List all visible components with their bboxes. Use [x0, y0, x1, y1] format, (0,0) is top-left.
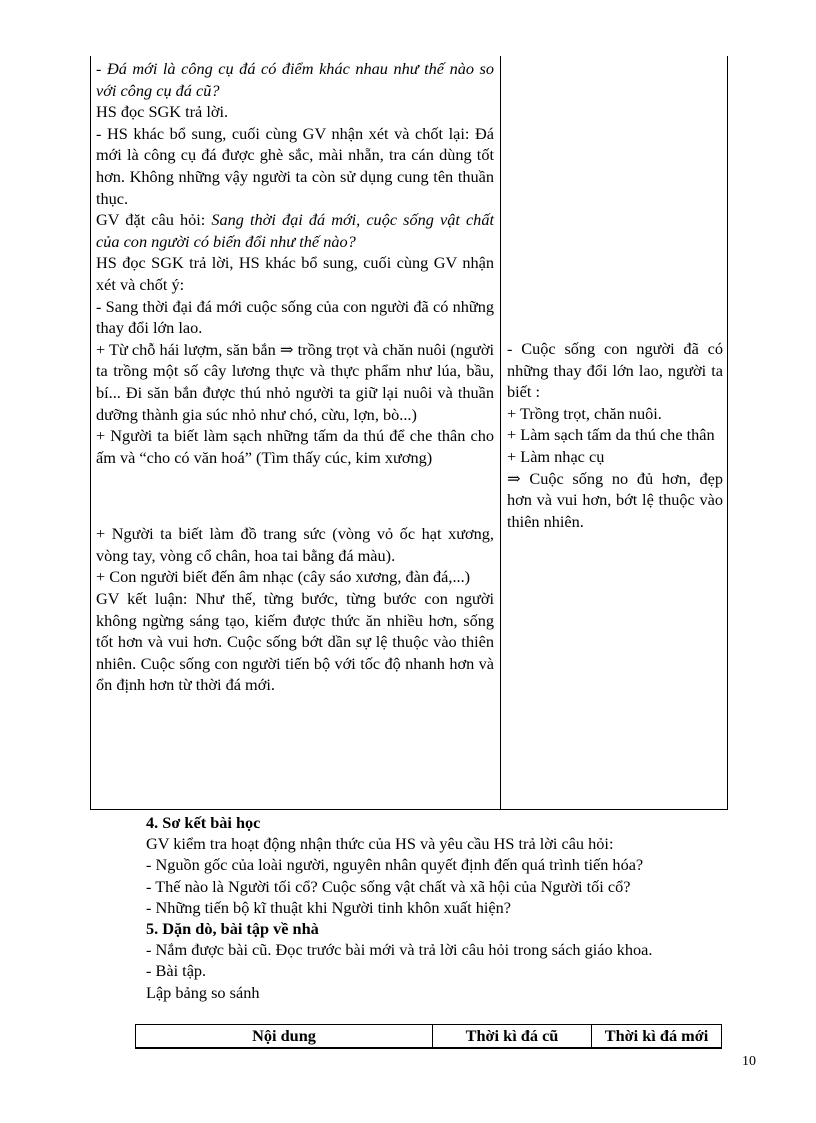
review-question-2: - Thế nào là Người tối cổ? Cuộc sống vật chất và xã hội của Người tối cổ? [146, 876, 631, 896]
page-number: 10 [742, 1054, 756, 1069]
section-4-intro: GV kiểm tra hoạt động nhận thức của HS và yêu cầu HS trả lời câu hỏi: [146, 834, 614, 854]
summary-intro: - Cuộc sống con người đã có những thay đổi lớn lao, người ta biết : [507, 339, 723, 402]
teacher-conclusion-stone-tools: - HS khác bổ sung, cuối cùng GV nhận xét và chốt lại: Đá mới là công cụ đá được ghè sắc, mài nhẵn, tra cán dùng tốt hơn. Không những vậy người ta còn sử dụng cung tên thuần thục. [96, 123, 494, 208]
header-content: Nội dung [136, 1025, 433, 1049]
summary-conclusion: ⇒ Cuộc sống no đủ hơn, đẹp hơn và vui hơn, bớt lệ thuộc vào thiên nhiên. [507, 468, 723, 531]
life-changes-summary: - Sang thời đại đá mới cuộc sống của con người đã có những thay đổi lớn lao. [96, 296, 494, 338]
summary-animal-skin: + Làm sạch tấm da thú che thân [507, 425, 715, 445]
section-4-heading: 4. Sơ kết bài học [146, 813, 261, 832]
teacher-question-text: Sang thời đại đá mới, cuộc sống vật chất của con người có biến đổi như thế nào? [96, 210, 494, 251]
homework-item-2: - Bài tập. [146, 961, 207, 981]
animal-skin-point: + Người ta biết làm sạch những tấm da thú để che thân cho ấm và “cho có văn hoá” (Tìm thấy cúc, kim xương) [96, 426, 494, 467]
student-reads-textbook: HS đọc SGK trả lời. [96, 102, 229, 122]
table-column-divider [500, 56, 501, 810]
homework-item-1: - Nắm được bài cũ. Đọc trước bài mới và trả lời câu hỏi trong sách giáo khoa. [146, 940, 653, 960]
comparison-table [135, 1024, 722, 1049]
student-answer-line: HS đọc SGK trả lời, HS khác bổ sung, cuối cùng GV nhận xét và chốt ý: [96, 253, 494, 294]
spacer [96, 468, 494, 523]
section-5-heading: 5. Dặn dò, bài tập về nhà [146, 919, 319, 939]
homework-item-3: Lập bảng so sánh [146, 982, 260, 1002]
teacher-question-prefix: GV đặt câu hỏi: [96, 210, 212, 230]
summary-farming: + Trồng trọt, chăn nuôi. [507, 403, 662, 423]
music-point: + Con người biết đến âm nhạc (cây sáo xương, đàn đá,...) [96, 567, 471, 587]
summary-instruments: + Làm nhạc cụ [507, 446, 605, 466]
jewelry-point: + Người ta biết làm đồ trang sức (vòng vỏ ốc hạt xương, vòng tay, vòng cổ chân, hoa tai bằng đá màu). [96, 524, 494, 565]
header-old-stone-age: Thời kì đá cũ [433, 1025, 592, 1049]
teacher-final-conclusion: GV kết luận: Như thế, từng bước, từng bước con người không ngừng sáng tạo, kiếm được thức ăn nhiều hơn, sống tốt hơn và vui hơn. Cuộc sống bớt dần sự lệ thuộc vào thiên nhiên. Cuộc sống con người tiến bộ với tốc độ nhanh hơn và ổn định hơn từ thời đá mới. [96, 589, 494, 695]
comparison-table-header-row [136, 1025, 722, 1049]
farming-herding-point: + Từ chỗ hái lượm, săn bắn ⇒ trồng trọt và chăn nuôi (người ta trồng một số cây lương thực và thực phẩm như lúa, bầu, bí... Đi săn bắn được thú nhỏ người ta giữ lại nuôi và thuần dưỡng thành gia súc nhỏ như chó, cừu, lợn, bò...) [96, 339, 494, 424]
review-question-1: - Nguồn gốc của loài người, nguyên nhân quyết định đến quá trình tiến hóa? [146, 855, 644, 875]
question-new-stone-tools: - Đá mới là công cụ đá có điểm khác nhau như thế nào so với công cụ đá cũ? [96, 59, 494, 100]
review-question-3: - Những tiến bộ kĩ thuật khi Người tinh khôn xuất hiện? [146, 897, 511, 917]
teacher-question-line [96, 209, 494, 252]
header-new-stone-age: Thời kì đá mới [592, 1025, 722, 1049]
lesson-wrapup [146, 812, 756, 1003]
teacher-student-activity-column [96, 58, 494, 696]
knowledge-summary-column [507, 338, 723, 532]
